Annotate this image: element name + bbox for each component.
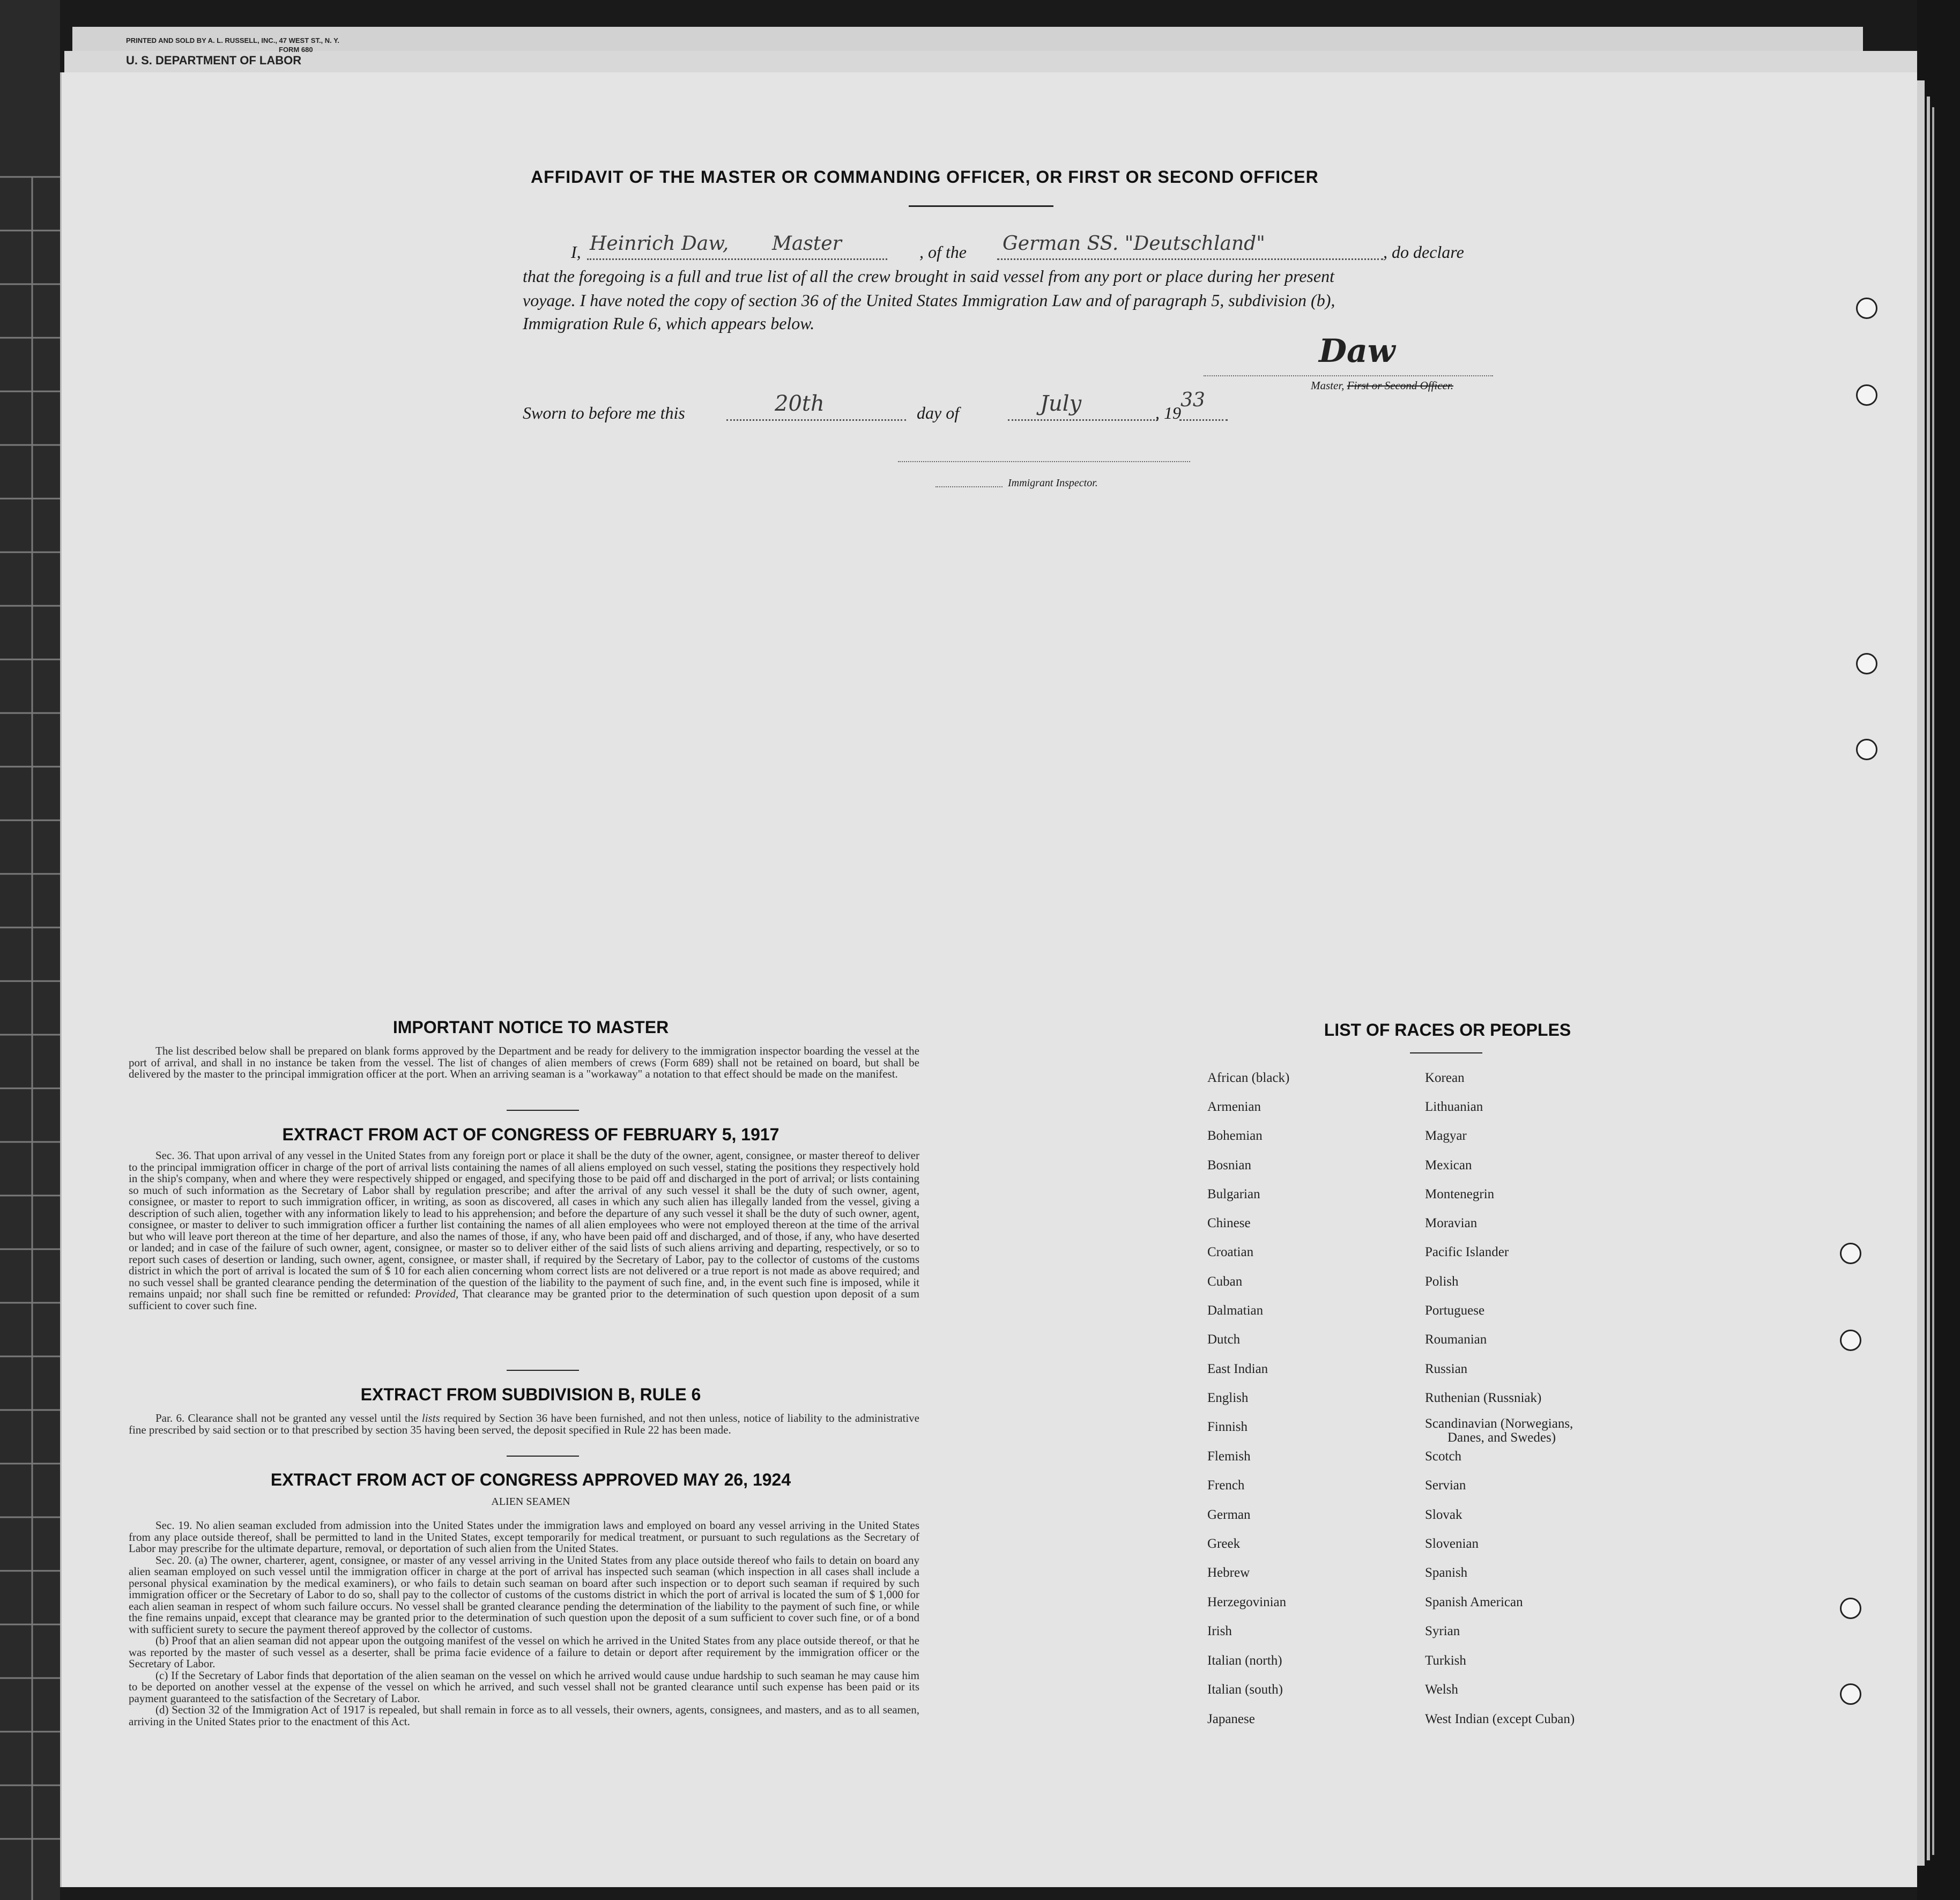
- race-left-13: Flemish: [1207, 1449, 1251, 1464]
- sec36-tail: That clearance may be granted prior to the determination of such question upon deposit of a sum sufficient to cover such fine.: [129, 1287, 919, 1312]
- rule6-title: EXTRACT FROM SUBDIVISION B, RULE 6: [360, 1385, 701, 1404]
- vessel-name-hand: German SS. "Deutschland": [1003, 233, 1265, 255]
- races-title: LIST OF RACES OR PEOPLES: [1324, 1020, 1571, 1040]
- race-left-16: Greek: [1207, 1537, 1241, 1551]
- lists-word: lists: [421, 1412, 440, 1424]
- affidavit-title: AFFIDAVIT OF THE MASTER OR COMMANDING OFFICER, OR FIRST OR SECOND OFFICER: [531, 167, 1319, 187]
- races-underline: [1410, 1052, 1482, 1053]
- sec20d: (d) Section 32 of the Immigration Act of 1917 is repealed, but shall remain in force as to all vessels, their owners, agents, consignees, and masters, and as to all seamen, arriving in the United States prior to the enactment of this Act.: [129, 1703, 919, 1728]
- printer-imprint: PRINTED AND SOLD BY A. L. RUSSELL, INC., 47 WEST ST., N. Y.: [126, 36, 339, 44]
- affidavit-line-4: Immigration Rule 6, which appears below.: [523, 314, 815, 333]
- race-left-2: Bohemian: [1207, 1129, 1263, 1143]
- race-left-19: Irish: [1207, 1624, 1232, 1638]
- signature-caption-master: Master,: [1311, 379, 1345, 392]
- rule6-body: [129, 1413, 919, 1436]
- race-right-9: Roumanian: [1425, 1332, 1487, 1347]
- signature-line: [1204, 370, 1493, 376]
- race-left-20: Italian (north): [1207, 1653, 1282, 1668]
- race-left-7: Cuban: [1207, 1274, 1243, 1289]
- sec19: Sec. 19. No alien seaman excluded from admission into the United States under the immigration laws and employed on board any vessel arriving in the United States from any place outside thereof, shall be permitted to land in the United States, except temporarily for medical treatment, or pursuant to such regulations as the Secretary of Labor may prescribe for the ultimate departure, removal, or deportation of such alien from the United States.: [129, 1519, 919, 1555]
- race-left-3: Bosnian: [1207, 1158, 1251, 1172]
- year-field: [1179, 389, 1228, 421]
- ledger-edge: [0, 0, 60, 1900]
- alien-seamen-subtitle: ALIEN SEAMEN: [491, 1496, 570, 1508]
- department-label: U. S. DEPARTMENT OF LABOR: [126, 54, 302, 67]
- word-i: I,: [571, 242, 581, 262]
- stacked-page-edges: [1917, 0, 1960, 1900]
- extract-1924-title: EXTRACT FROM ACT OF CONGRESS APPROVED MAY 26, 1924: [270, 1470, 791, 1489]
- notice-paragraph: The list described below shall be prepared on blank forms approved by the Department and be ready for delivery to the immigration inspector boarding the vessel at the port of arrival, and shall in no instance be taken from the vessel. The list of changes of alien members of crews (Form 689) shall not be retained on board, but shall be delivered by the master to the principal immigration officer at the port. When an arriving seaman is a "workaway" a notation to that effect should be made on the manifest.: [129, 1044, 919, 1080]
- inspector-line-2: [936, 485, 1003, 487]
- race-left-22: Japanese: [1207, 1712, 1255, 1726]
- extract-1917-title: EXTRACT FROM ACT OF CONGRESS OF FEBRUARY 5, 1917: [282, 1125, 779, 1144]
- race-right-12: Scandinavian (Norwegians,: [1425, 1416, 1573, 1431]
- race-right-21: Welsh: [1425, 1682, 1458, 1697]
- race-right-2: Magyar: [1425, 1129, 1467, 1143]
- race-right-22: West Indian (except Cuban): [1425, 1712, 1575, 1726]
- master-name-hand: Heinrich Daw,: [590, 233, 729, 255]
- race-right-16: Slovenian: [1425, 1537, 1479, 1551]
- sworn-label: Sworn to before me this: [523, 403, 685, 422]
- race-right-14: Servian: [1425, 1478, 1466, 1493]
- race-left-15: German: [1207, 1508, 1251, 1522]
- master-title-hand: Master: [772, 233, 842, 255]
- rule6-text-b: required by Section 36 have been furnished, and not then unless, notice of liability to the administrative fine prescribed by said section or to that prescribed by section 35 having been served, the deposit specified in Rule 22 has been made.: [129, 1412, 920, 1436]
- race-left-9: Dutch: [1207, 1332, 1241, 1347]
- race-right-7: Polish: [1425, 1274, 1459, 1289]
- binder-hole-3: [1856, 653, 1877, 674]
- signature-caption: [1311, 379, 1453, 392]
- binder-hole-1: [1856, 298, 1877, 319]
- extract-1924-body: [129, 1520, 919, 1727]
- race-right-13: Scotch: [1425, 1449, 1462, 1464]
- extract-1917-body: [129, 1150, 919, 1311]
- divider-2: [507, 1370, 579, 1371]
- master-signature: Daw: [1319, 332, 1395, 370]
- race-right-11: Ruthenian (Russniak): [1425, 1391, 1542, 1405]
- affidavit-line-3: voyage. I have noted the copy of section 36 of the United States Immigration Law and of paragraph 5, subdivision (b),: [523, 291, 1335, 310]
- notice-title: IMPORTANT NOTICE TO MASTER: [392, 1018, 669, 1037]
- race-left-18: Herzegovinian: [1207, 1595, 1287, 1609]
- binder-hole-5: [1840, 1243, 1861, 1264]
- race-left-0: African (black): [1207, 1071, 1290, 1085]
- race-right-12-cont: Danes, and Swedes): [1447, 1430, 1556, 1445]
- inspector-line-1: [898, 460, 1190, 462]
- binder-hole-2: [1856, 384, 1877, 406]
- divider-1: [507, 1110, 579, 1111]
- day-hand: 20th: [775, 391, 825, 416]
- race-right-8: Portuguese: [1425, 1303, 1485, 1318]
- race-right-3: Mexican: [1425, 1158, 1472, 1172]
- of-the-label: , of the: [919, 242, 967, 262]
- year-hand: 33: [1181, 389, 1205, 411]
- race-right-20: Turkish: [1425, 1653, 1466, 1668]
- do-declare-label: , do declare: [1383, 242, 1464, 262]
- race-left-1: Armenian: [1207, 1100, 1261, 1114]
- notice-body: [129, 1045, 919, 1080]
- sec20c: (c) If the Secretary of Labor finds that deportation of the alien seaman on the vessel on which he arrived would cause undue hardship to such seaman he may cause him to be deported on another vessel at the expense of the vessel on which he arrived, and such vessel shall not be granted clearance until such expense has been paid or its payment guaranteed to the satisfaction of the Secretary of Labor.: [129, 1668, 919, 1705]
- rule6-text-a: Par. 6. Clearance shall not be granted any vessel until the: [155, 1412, 419, 1424]
- sec20a: Sec. 20. (a) The owner, charterer, agent, consignee, or master of any vessel arriving in the United States from any place outside thereof who fails to detain on board any alien seaman employed on such vessel until the immigration officer in charge at the port of arrival has inspected such seaman (which inspection in all cases shall include a personal physical examination by the medical examiners), or who fails to detain such seaman on board after such inspection or to deport such seaman if required by such immigration officer or the Secretary of Labor to do so, shall pay to the collector of customs of the customs district in which the port of arrival is located the sum of $ 1,000 for each alien seaman in respect of whom such failure occurs. No vessel shall be granted clearance pending the determination of the liability to the payment of such fine, or while the fine remains unpaid, except that clearance may be granted prior to the determination of such question upon the deposit of a sum sufficient to cover such fine, or of a bond with sufficient surety to secure the payment thereof approved by the collector of customs.: [129, 1553, 919, 1636]
- race-left-5: Chinese: [1207, 1216, 1251, 1230]
- binder-hole-7: [1840, 1598, 1861, 1619]
- race-left-11: English: [1207, 1391, 1249, 1405]
- race-left-14: French: [1207, 1478, 1245, 1493]
- race-left-8: Dalmatian: [1207, 1303, 1264, 1318]
- affidavit-line-2: that the foregoing is a full and true list of all the crew brought in said vessel from any port or place during her present: [523, 266, 1334, 286]
- race-right-10: Russian: [1425, 1362, 1468, 1376]
- race-left-6: Croatian: [1207, 1245, 1254, 1259]
- race-right-5: Moravian: [1425, 1216, 1478, 1230]
- race-left-21: Italian (south): [1207, 1682, 1283, 1697]
- binder-hole-6: [1840, 1330, 1861, 1351]
- race-right-19: Syrian: [1425, 1624, 1460, 1638]
- day-of-label: day of: [917, 403, 960, 422]
- race-right-15: Slovak: [1425, 1508, 1462, 1522]
- day-field: [726, 391, 906, 421]
- race-right-17: Spanish: [1425, 1565, 1468, 1580]
- month-field: [1008, 391, 1158, 421]
- signature-caption-struck: First or Second Officer.: [1347, 379, 1453, 392]
- race-left-17: Hebrew: [1207, 1565, 1250, 1580]
- race-right-1: Lithuanian: [1425, 1100, 1483, 1114]
- divider-3: [507, 1456, 579, 1457]
- race-right-18: Spanish American: [1425, 1595, 1523, 1609]
- title-underline: [909, 205, 1053, 207]
- race-right-4: Montenegrin: [1425, 1187, 1495, 1201]
- binder-hole-8: [1840, 1683, 1861, 1705]
- race-right-6: Pacific Islander: [1425, 1245, 1509, 1259]
- sec36-text: Sec. 36. That upon arrival of any vessel in the United States from any foreign port or place it shall be the duty of the owner, agent, consignee, or master thereof to deliver to the principal immigration officer in charge of the port of arrival lists containing the names of all aliens employed on such vessel, stating the positions they respectively hold in the ship's company, when and where they were respectively shipped or engaged, and specifying those to be paid off and discharged in the port of arrival; or lists containing so much of such information as the Secretary of Labor shall by regulation prescribe; and after the arrival of any such vessel it shall be the duty of such owner, agent, consignee, or master to report to such immigration officer, in writing, as soon as discovered, all cases in which any such alien has illegally landed from the vessel, giving a description of such alien, together with any information likely to lead to his apprehension; and before the departure of any such vessel it shall be the duty of such owner, agent, consignee, or master to deliver to such immigration officer a further list containing the names of all alien employees who were not employed thereon at the time of the arrival but who will leave port thereon at the time of her departure, and also the names of those, if any, who have been paid off and discharged, and of those, if any, who have deserted or landed; and in case of the failure of such owner, agent, consignee, or master so to deliver either of the said lists of such aliens arriving and departing, respectively, or so to report such cases of desertion or landing, such owner, agent, consignee, or master shall, if required by the Secretary of Labor, pay to the collector of customs of the customs district in which the port of arrival is located the sum of $ 10 for each alien concerning whom correct lists are not delivered or a true report is not made as above required; and no such vessel shall be granted clearance pending the determination of the question of the liability to the payment of such fine, and, in the event such fine is imposed, while it remains unpaid; nor shall such fine be remitted or refunded:: [129, 1149, 919, 1300]
- provided-word: Provided,: [414, 1287, 459, 1300]
- race-right-0: Korean: [1425, 1071, 1465, 1085]
- master-name-field: [587, 233, 887, 260]
- vessel-field: [997, 233, 1383, 260]
- form-number: FORM 680: [279, 46, 313, 54]
- race-left-4: Bulgarian: [1207, 1187, 1260, 1201]
- race-left-12: Finnish: [1207, 1420, 1248, 1434]
- inspector-caption: Immigrant Inspector.: [1008, 477, 1098, 489]
- month-hand: July: [1040, 391, 1082, 416]
- binder-hole-4: [1856, 739, 1877, 760]
- year-prefix: , 19: [1155, 403, 1181, 422]
- race-left-10: East Indian: [1207, 1362, 1268, 1376]
- sec20b: (b) Proof that an alien seaman did not appear upon the outgoing manifest of the vessel on which he arrived in the United States from any place outside thereof, or that he was reported by the master of such vessel as a deserter, shall be prima facie evidence of a failure to detain or deport after requirement by the immigration officer or the Secretary of Labor.: [129, 1634, 919, 1670]
